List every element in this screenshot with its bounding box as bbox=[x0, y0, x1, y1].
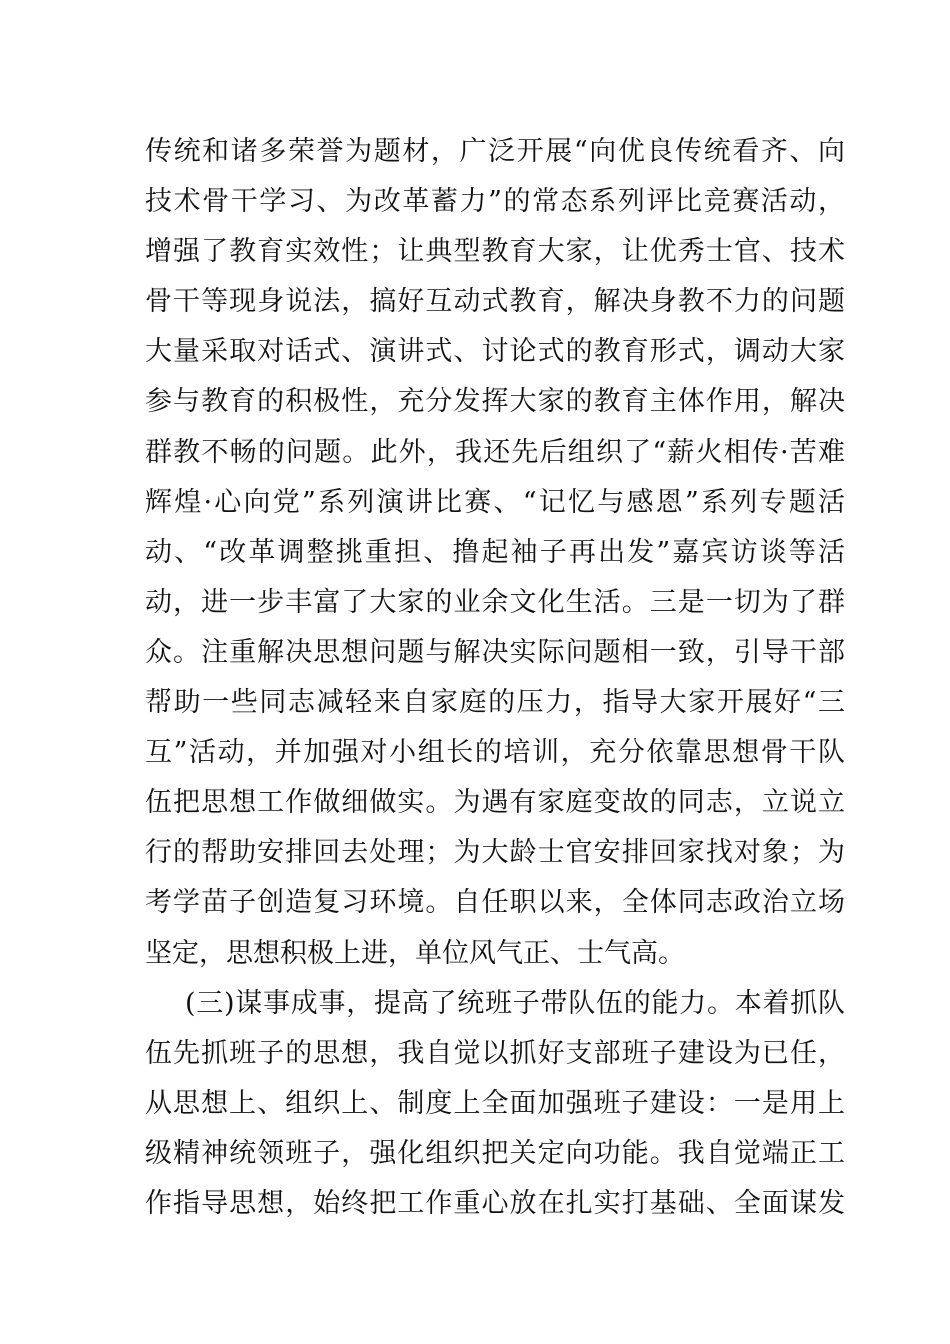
body-text bbox=[145, 127, 845, 1229]
text-line-22: 作指导思想，始终把工作重心放在扎实打基础、全面谋发 bbox=[145, 1187, 845, 1219]
text-line-20: 从思想上、组织上、制度上全面加强班子建设：一是用上 bbox=[145, 1087, 845, 1119]
text-line-18: (三)谋事成事，提高了统班子带队伍的能力。本着抓队 bbox=[185, 987, 845, 1019]
text-line-7: 群教不畅的问题。此外，我还先后组织了“薪火相传·苦难 bbox=[145, 436, 845, 468]
text-line-16: 考学苗子创造复习环境。自任职以来，全体同志政治立场 bbox=[145, 887, 845, 919]
text-line-4: 骨干等现身说法，搞好互动式教育，解决身教不力的问题 bbox=[145, 286, 845, 318]
text-line-17: 坚定，思想积极上进，单位风气正、士气高。 bbox=[145, 937, 685, 969]
text-line-19: 伍先抓班子的思想，我自觉以抓好支部班子建设为已任， bbox=[145, 1037, 845, 1069]
text-line-11: 众。注重解决思想问题与解决实际问题相一致，引导干部 bbox=[145, 636, 845, 668]
text-line-5: 大量采取对话式、演讲式、讨论式的教育形式，调动大家 bbox=[145, 336, 845, 368]
text-line-9: 动、“改革调整挑重担、撸起袖子再出发”嘉宾访谈等活 bbox=[145, 536, 845, 568]
text-line-14: 伍把思想工作做细做实。为遇有家庭变故的同志，立说立 bbox=[145, 787, 845, 819]
text-line-2: 技术骨干学习、为改革蓄力”的常态系列评比竞赛活动， bbox=[145, 186, 845, 218]
text-line-13: 互”活动，并加强对小组长的培训，充分依靠思想骨干队 bbox=[145, 737, 845, 769]
text-line-21: 级精神统领班子，强化组织把关定向功能。我自觉端正工 bbox=[145, 1137, 845, 1169]
text-line-1: 传统和诸多荣誉为题材，广泛开展“向优良传统看齐、向 bbox=[145, 136, 845, 167]
text-line-12: 帮助一些同志减轻来自家庭的压力，指导大家开展好“三 bbox=[145, 687, 845, 719]
text-line-6: 参与教育的积极性，充分发挥大家的教育主体作用，解决 bbox=[145, 386, 845, 418]
text-line-10: 动，进一步丰富了大家的业余文化生活。三是一切为了群 bbox=[145, 586, 845, 618]
text-line-15: 行的帮助安排回去处理；为大龄士官安排回家找对象；为 bbox=[145, 837, 845, 869]
text-line-8: 辉煌·心向党”系列演讲比赛、“记忆与感恩”系列专题活 bbox=[145, 486, 845, 518]
text-line-3: 增强了教育实效性；让典型教育大家，让优秀士官、技术 bbox=[145, 236, 845, 268]
